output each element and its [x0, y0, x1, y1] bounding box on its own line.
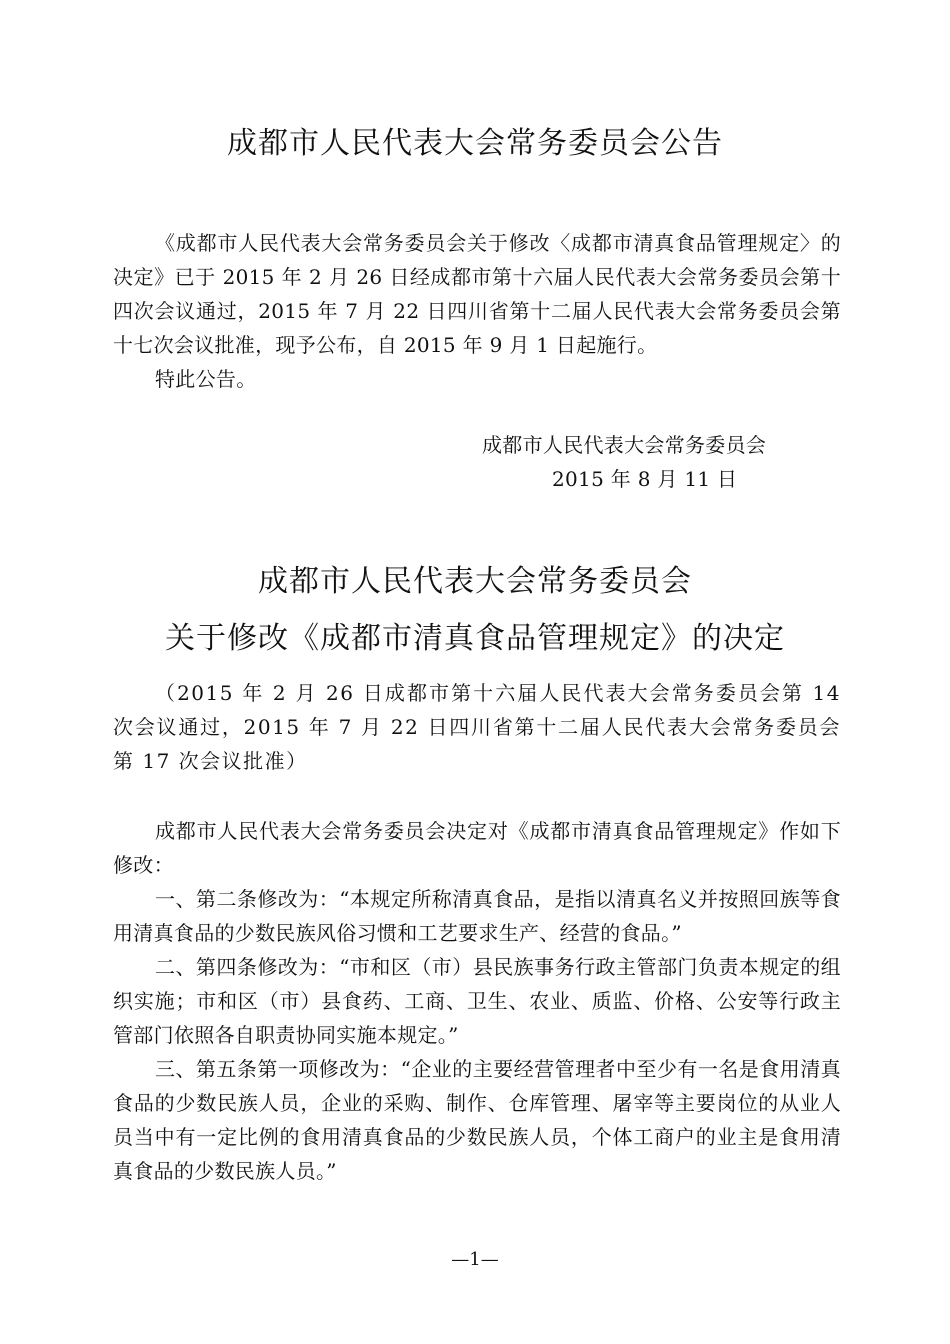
announcement-body: 《成都市人民代表大会常务委员会关于修改〈成都市清真食品管理规定〉的决定》已于 2015 年 2 月 26 日经成都市第十六届人民代表大会常务委员会第十四次会议通过，2015 年 7 月 22 日四川省第十二届人民代表大会常务委员会第十七次会议批准，现予公布，自 2015 年 9 月 1 日起施行。 [113, 231, 841, 357]
announcement-signer: 成都市人民代表大会常务委员会 [482, 433, 767, 457]
announcement-date: 2015 年 8 月 11 日 [552, 467, 738, 491]
decision-item-2: 二、第四条修改为：“市和区（市）县民族事务行政主管部门负责本规定的组织实施；市和区（市）县食药、工商、卫生、农业、质监、价格、公安等行政主管部门依照各自职责协同实施本规定。” [113, 955, 841, 1047]
decision-item-1: 一、第二条修改为：“本规定所称清真食品，是指以清真名义并按照回族等食用清真食品的少数民族风俗习惯和工艺要求生产、经营的食品。” [113, 887, 841, 945]
announcement-title: 成都市人民代表大会常务委员会公告 [227, 126, 723, 161]
decision-item-3: 三、第五条第一项修改为：“企业的主要经营管理者中至少有一名是食用清真食品的少数民族人员，企业的采购、制作、仓库管理、屠宰等主要岗位的从业人员当中有一定比例的食用清真食品的少数民族人员，个体工商户的业主是食用清真食品的少数民族人员。” [113, 1057, 841, 1183]
announcement-closing: 特此公告。 [155, 367, 257, 391]
decision-approval-note: （2015 年 2 月 26 日成都市第十六届人民代表大会常务委员会第 14 次会议通过，2015 年 7 月 22 日四川省第十二届人民代表大会常务委员会第 17 次会议批准） [113, 681, 841, 773]
decision-intro: 成都市人民代表大会常务委员会决定对《成都市清真食品管理规定》作如下修改： [113, 819, 841, 877]
decision-title-line1: 成都市人民代表大会常务委员会 [258, 564, 692, 599]
page-number: —1— [451, 1249, 499, 1270]
decision-title-line2: 关于修改《成都市清真食品管理规定》的决定 [165, 621, 785, 656]
